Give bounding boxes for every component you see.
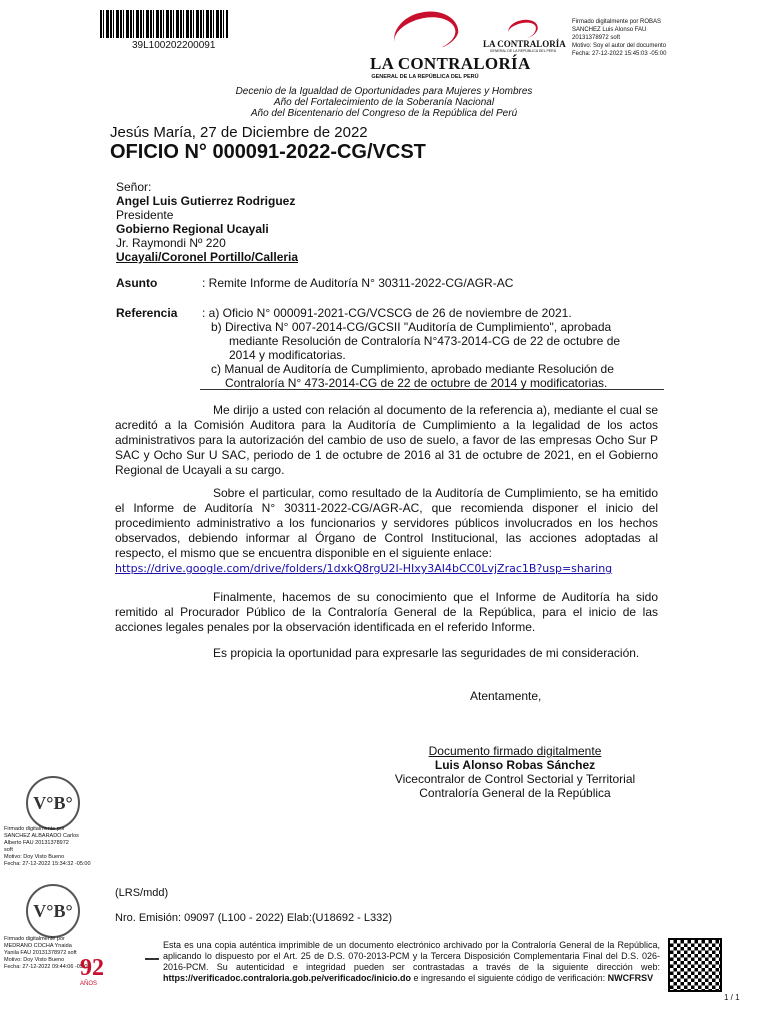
recipient-position: Presidente [116, 208, 174, 222]
closing: Atentamente, [470, 689, 542, 703]
ref-line: 2014 y modificatorias. [229, 348, 346, 362]
stamp-1-text: Firmado digitalmente por SANCHEZ ALBARADO Carlos Alberto FAU 20131378972 soft Motivo: Doy Visto Bueno Fecha: 27-12-2022 15:34:32 -05:00 [4, 826, 91, 867]
year-line: Año del Bicentenario del Congreso de la República del Perú [250, 108, 518, 119]
salutation: Señor: [116, 180, 152, 194]
paragraph-2: Sobre el particular, como resultado de la Auditoría de Cumplimiento, se ha emitido el Informe de Auditoría N° 30311-2022-CG/AGR-AC, que recomienda disponer el inicio del procedimiento administrativo a los funcionarios y servidores públicos involucrados en los hechos observados, debiendo informar al Órgano de Control Institucional, las acciones adoptadas al respecto, el mismo que se encuentra disponible en el siguiente enlace: https://drive.google.com/drive/folders/1dxkQ8rgU2I-HIxy3AI4bCC0LvjZrac1B?usp=sharing [115, 486, 658, 575]
logo-small-subtitle: GENERAL DE LA REPÚBLICA DEL PERÚ [489, 49, 557, 53]
recipient-name: Angel Luis Gutierrez Rodriguez [116, 194, 296, 208]
paragraph-3: Finalmente, hacemos de su conocimiento que el Informe de Auditoría ha sido remitido al Procurador Público de la Contraloría General de la República, para el inicio de las acciones legales penales por la observación identificada en el referido Informe. [115, 590, 658, 634]
recipient-address: Jr. Raymondi Nº 220 [116, 236, 226, 250]
barcode [100, 10, 228, 38]
initials: (LRS/mdd) [115, 887, 169, 899]
vobo-stamp-icon: V°B° [26, 884, 80, 938]
signer-name: Luis Alonso Robas Sánchez [434, 758, 596, 772]
emblem-number: 92 [80, 955, 104, 981]
signer-org: Contraloría General de la República [419, 786, 611, 800]
oficio-number: OFICIO N° 000091-2022-CG/VCST [110, 141, 426, 163]
referencia-list [202, 306, 662, 390]
asunto-label: Asunto [116, 276, 158, 290]
logo-small-name: LA CONTRALORÍA [483, 39, 566, 49]
year-line: Año del Fortalecimiento de la Soberanía Nacional [273, 97, 495, 108]
logo-subtitle: GENERAL DE LA REPÚBLICA DEL PERÚ [371, 74, 479, 80]
paragraph-1: Me dirijo a usted con relación al documento de la referencia a), mediante el cual se acreditó a la Comisión Auditora para la Auditoría de Cumplimiento a la legalidad de los actos administrativos para la autorización del cambio de uso de suelo, a favor de las empresas Ocho Sur P SAC y Ocho Sur U SAC, periodo de 1 de octubre de 2016 al 31 de octubre de 2021, en el Gobierno Regional de Ucayali a su cargo. [115, 403, 658, 477]
emission-number: Nro. Emisión: 09097 (L100 - 2022) Elab:(U18692 - L332) [115, 912, 392, 924]
doc-signed-label: Documento firmado digitalmente [428, 744, 602, 758]
barcode-number: 39L100202200091 [132, 40, 216, 51]
page-number: 1 / 1 [724, 993, 740, 1002]
qr-code-icon [668, 938, 722, 992]
divider [145, 958, 159, 960]
verification-code: NWCFRSV [607, 973, 654, 983]
paragraph-4: Es propicia la oportunidad para expresarle las seguridades de mi consideración. [213, 646, 640, 660]
contraloria-logo [370, 12, 531, 80]
contraloria-logo-small [483, 20, 566, 53]
verification-url[interactable]: https://verificadoc.contraloria.gob.pe/verificadoc/inicio.do [163, 973, 412, 983]
vobo-stamp-icon: V°B° [26, 776, 80, 830]
stamp-2-text: Firmado digitalmente por MEDRANO COCHA Ynaida Yanila FAU 20131378972 soft Motivo: Doy Visto Bueno Fecha: 27-12-2022 09:44:06 -05:00 [4, 936, 91, 970]
logo-swirl-icon [389, 6, 461, 59]
ref-line: b) Directiva N° 007-2014-CG/GCSII "Auditoría de Cumplimiento", aprobada [211, 320, 612, 334]
referencia-label: Referencia [116, 306, 178, 320]
signer-title: Vicecontralor de Control Sectorial y Territorial [394, 772, 636, 786]
emblem-label: AÑOS [80, 981, 98, 987]
digital-signature-header: Firmado digitalmente por ROBAS SANCHEZ Luis Alonso FAU 20131378972 soft Motivo: Soy el autor del documento Fecha: 27-12-2022 15:45:03 -05:00 [572, 19, 667, 57]
recipient-block [116, 180, 298, 264]
recipient-city: Ucayali/Coronel Portillo/Calleria [116, 250, 299, 264]
anniversary-emblem [80, 955, 132, 991]
ref-line: : a) Oficio N° 000091-2021-CG/VCSCG de 26 de noviembre de 2021. [202, 306, 572, 320]
verification-disclaimer: Esta es una copia auténtica imprimible de un documento electrónico archivado por la Contraloría General de la República, aplicando lo dispuesto por el Art. 25 de D.S. 070-2013-PCM y la Tercera Disposición Complementaria Final del D.S. 026- 2016-PCM. Su autenticidad e integridad pueden ser contrastadas a través de la siguiente dirección web: https://verificadoc.contraloria.gob.pe/verificadoc/inicio.do e ingresando el siguiente código de verificación: NWCFRSV [163, 940, 660, 983]
divider [200, 389, 664, 390]
logo-name: LA CONTRALORÍA [370, 54, 531, 73]
ref-line: mediante Resolución de Contraloría N°473-2014-CG de 22 de octubre de [229, 334, 621, 348]
decade-titles [200, 86, 568, 119]
signature-block [370, 744, 660, 800]
ref-line: c) Manual de Auditoría de Cumplimiento, aprobado mediante Resolución de [211, 362, 614, 376]
drive-link[interactable]: https://drive.google.com/drive/folders/1dxkQ8rgU2I-HIxy3AI4bCC0LvjZrac1B?usp=sharing [115, 562, 613, 575]
ref-line: Contraloría N° 473-2014-CG de 22 de octubre de 2014 y modificatorias. [225, 376, 608, 390]
asunto-value: : Remite Informe de Auditoría N° 30311-2022-CG/AGR-AC [202, 276, 514, 290]
recipient-entity: Gobierno Regional Ucayali [116, 222, 269, 236]
place-date: Jesús María, 27 de Diciembre de 2022 [110, 124, 368, 141]
decade-line: Decenio de la Igualdad de Oportunidades para Mujeres y Hombres [235, 86, 533, 97]
